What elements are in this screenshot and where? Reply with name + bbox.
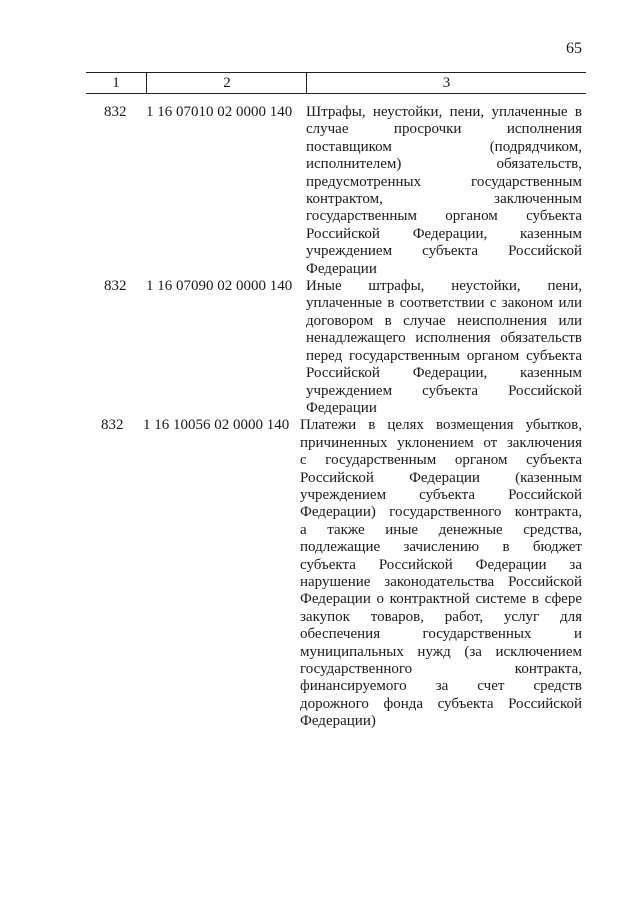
table-header (86, 72, 586, 94)
description-line: случае просрочки исполнения (306, 121, 582, 138)
description-line: Федерации о контрактной системе в сфере (300, 591, 582, 608)
description-line: предусмотренных государственным (306, 173, 582, 190)
description-line: уплаченные в соответствии с законом или (306, 295, 582, 312)
description-line: Российской Федерации, казенным (306, 225, 582, 242)
income-description (306, 104, 582, 278)
description-line: подлежащие зачислению в бюджет (300, 539, 582, 556)
description-line: Российской Федерации (казенным (300, 469, 582, 486)
description-line: государственного контракта, (300, 661, 582, 677)
description-line: причиненных уклонением от заключения (300, 434, 582, 451)
description-line: исполнителем) обязательств, (306, 156, 582, 173)
description-line: государственным органом субъекта (306, 208, 582, 225)
description-line: Российской Федерации, казенным (306, 365, 582, 382)
budget-classification-code: 1 16 10056 02 0000 140 (143, 417, 290, 434)
header-col-2: 2 (223, 75, 231, 91)
description-line: субъекта Российской Федерации за (300, 556, 582, 573)
description-line: Штрафы, неустойки, пени, уплаченные в (306, 104, 582, 120)
page-number: 65 (566, 40, 582, 57)
description-line: Платежи в целях возмещения убытков, (300, 417, 582, 434)
description-line: ненадлежащего исполнения обязательств (306, 330, 582, 347)
description-line: нарушение законодательства Российской (300, 573, 582, 590)
table-body (0, 104, 639, 731)
description-line: Иные штрафы, неустойки, пени, (306, 278, 582, 295)
description-line: поставщиком (подрядчиком, (306, 138, 582, 155)
description-line: договором в случае неисполнения или (306, 312, 582, 329)
description-line: с государственным органом субъекта (300, 452, 582, 469)
description-line: перед государственным органом субъекта (306, 347, 582, 364)
description-line: учреждением субъекта Российской (306, 243, 582, 260)
table-row (0, 278, 639, 417)
description-line: контрактом, заключенным (306, 191, 582, 208)
table-row (0, 104, 639, 278)
description-line: учреждением субъекта Российской (306, 382, 582, 399)
admin-code: 832 (104, 104, 127, 120)
description-line: учреждением субъекта Российской (300, 486, 582, 503)
income-description (300, 417, 582, 730)
description-line: муниципальных нужд (за исключением (300, 643, 582, 660)
description-line: а также иные денежные средства, (300, 521, 582, 538)
description-line: Федерации (306, 399, 377, 416)
income-description (306, 278, 582, 417)
description-line: закупок товаров, работ, услуг для (300, 608, 582, 625)
header-col-3: 3 (442, 75, 451, 91)
table-row (0, 417, 639, 730)
header-col-1: 1 (112, 75, 120, 91)
description-line: Федерации) (300, 713, 376, 730)
description-line: обеспечения государственных и (300, 626, 582, 643)
description-line: дорожного фонда субъекта Российской (300, 695, 582, 712)
admin-code: 832 (101, 417, 124, 434)
description-line: Федерации (306, 260, 377, 277)
budget-classification-code: 1 16 07010 02 0000 140 (146, 104, 293, 120)
budget-classification-code: 1 16 07090 02 0000 140 (146, 278, 293, 295)
description-line: финансируемого за счет средств (300, 678, 582, 695)
admin-code: 832 (104, 278, 127, 295)
description-line: Федерации) государственного контракта, (300, 504, 582, 521)
